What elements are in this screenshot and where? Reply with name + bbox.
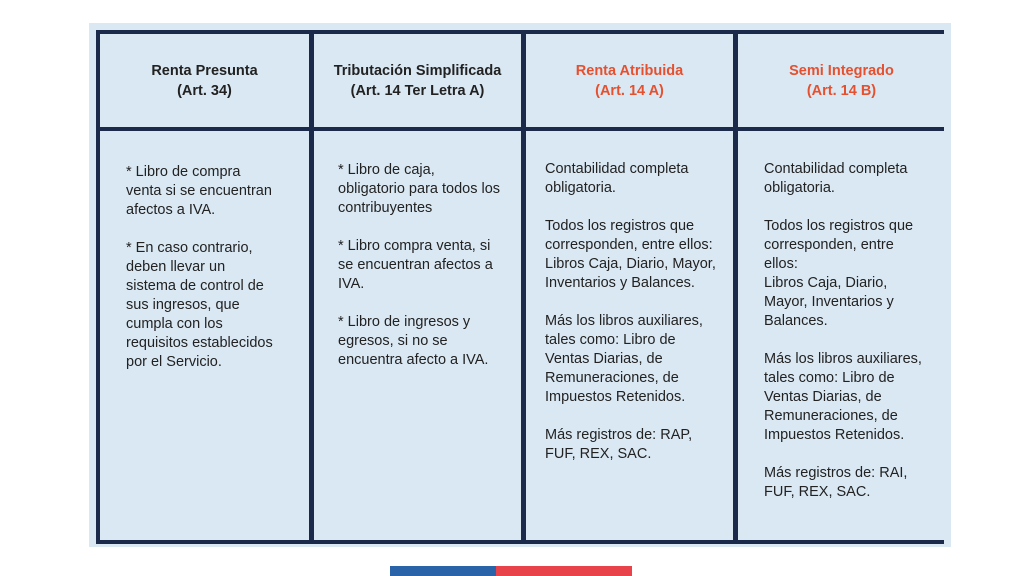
body-semi-integrado: Contabilidad completa obligatoria. Todos los registros que corresponden, entre ellos: Libros Caja, Diario, Mayor, Inventarios y Balances. Más los libros auxiliares, tales como: Libro de Ventas Diarias, de Remuneraciones, de Impuestos Retenidos. Más registros de: RAI, FUF, REX, SAC. xyxy=(738,131,945,540)
header-tributacion-simplificada xyxy=(314,34,521,127)
header-subtitle: (Art. 14 B) xyxy=(806,82,877,99)
footer-bar-red xyxy=(496,566,632,576)
body-tributacion-simplificada: * Libro de caja, obligatorio para todos los contribuyentes * Libro compra venta, si se encuentran afectos a IVA. * Libro de ingresos y egresos, si no se encuentra afecto a IVA. xyxy=(314,131,521,540)
header-subtitle: (Art. 14 A) xyxy=(595,82,664,99)
tax-regime-table xyxy=(96,30,944,544)
header-subtitle: (Art. 14 Ter Letra A) xyxy=(350,82,485,99)
header-title: Semi Integrado xyxy=(789,62,894,79)
header-renta-presunta xyxy=(100,34,309,127)
header-title: Renta Atribuida xyxy=(575,62,684,79)
body-renta-atribuida: Contabilidad completa obligatoria. Todos los registros que corresponden, entre ellos: Libros Caja, Diario, Mayor, Inventarios y Balances. Más los libros auxiliares, tales como: Libro de Ventas Diarias, de Remuneraciones, de Impuestos Retenidos. Más registros de: RAP, FUF, REX, SAC. xyxy=(526,131,733,540)
header-title: Renta Presunta xyxy=(151,62,258,79)
body-renta-presunta: * Libro de compra venta si se encuentran afectos a IVA. * En caso contrario, deben llevar un sistema de control de sus ingresos, que cumpla con los requisitos establecidos por el Servicio. xyxy=(100,131,309,540)
header-subtitle: (Art. 34) xyxy=(177,82,232,99)
header-renta-atribuida xyxy=(526,34,733,127)
footer-bar-blue xyxy=(390,566,496,576)
footer-color-bar xyxy=(390,566,632,576)
header-title: Tributación Simplificada xyxy=(333,62,502,79)
header-semi-integrado xyxy=(738,34,945,127)
